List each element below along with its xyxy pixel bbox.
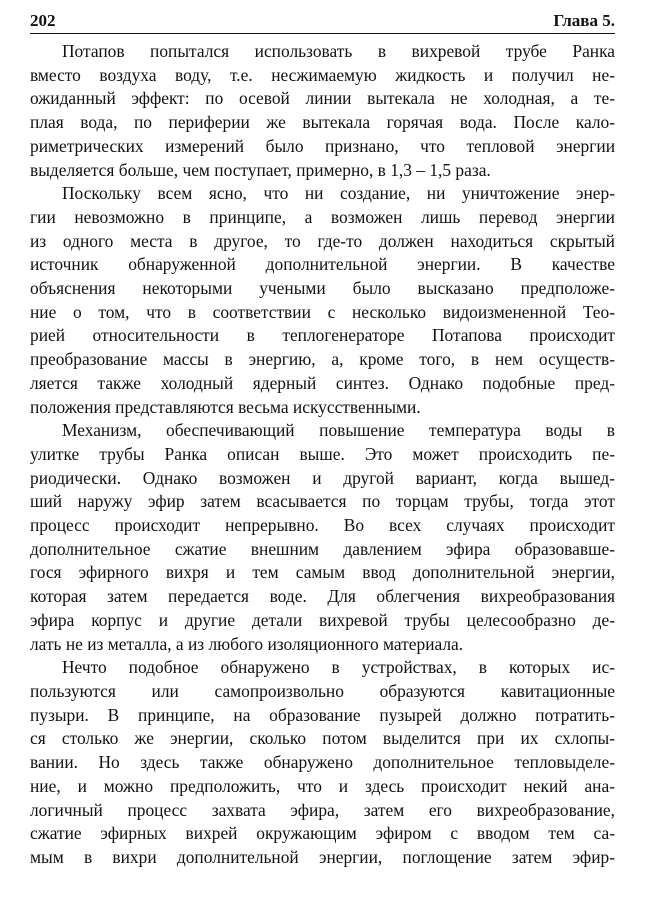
text-line: ший наружу эфир затем всасывается по торцам трубы, тогда этот bbox=[30, 491, 615, 512]
text-line: дополнительное сжатие внешним давлением эфира образовавше- bbox=[30, 538, 615, 559]
text-line: рией относительности в теплогенераторе Потапова происходит bbox=[30, 325, 615, 346]
text-line: ние о том, что в соответствии с несколько видоизмененной Тео- bbox=[30, 301, 615, 322]
text-line: ляется также холодный ядерный синтез. Однако подобные пред- bbox=[30, 372, 615, 393]
text-line: Нечто подобное обнаружено в устройствах, в которых ис- bbox=[62, 657, 615, 678]
text-line: Поскольку всем ясно, что ни создание, ни уничтожение энер- bbox=[62, 183, 615, 204]
paragraph bbox=[30, 656, 615, 869]
paragraph bbox=[30, 182, 615, 419]
text-line: источник обнаруженной дополнительной энергии. В качестве bbox=[30, 254, 615, 275]
text-line: риодически. Однако возможен и другой вариант, когда вышед- bbox=[30, 467, 615, 488]
text-line: лать не из металла, а из любого изоляционного материала. bbox=[30, 633, 464, 654]
paragraph bbox=[30, 40, 615, 182]
text-line: выделяется больше, чем поступает, примерно, в 1,3 – 1,5 раза. bbox=[30, 159, 491, 180]
text-line: риметрических измерений было признано, что тепловой энергии bbox=[30, 135, 615, 156]
text-line: объяснения некоторыми учеными было высказано предположе- bbox=[30, 278, 615, 299]
text-line: логичный процесс захвата эфира, затем его вихреобразование, bbox=[30, 799, 615, 820]
text-line: гося эфирного вихря и тем самым ввод дополнительной энергии, bbox=[30, 562, 615, 583]
text-line: которая затем передается воде. Для облегчения вихреобразования bbox=[30, 586, 615, 607]
text-line: плая вода, по периферии же вытекала горячая вода. После кало- bbox=[30, 112, 615, 133]
text-line: Механизм, обеспечивающий повышение температура воды в bbox=[62, 420, 615, 441]
text-line: гии невозможно в принципе, а возможен лишь перевод энергии bbox=[30, 206, 615, 227]
running-header bbox=[30, 11, 615, 34]
page-body bbox=[30, 40, 615, 870]
text-line: вании. Но здесь также обнаружено дополнительное тепловыделе- bbox=[30, 752, 615, 773]
page-number: 202 bbox=[30, 11, 56, 30]
paragraph bbox=[30, 419, 615, 656]
text-line: положения представляются весьма искусственными. bbox=[30, 396, 421, 417]
text-line: пользуются или самопроизвольно образуются кавитационные bbox=[30, 680, 615, 701]
text-line: из одного места в другое, то где-то должен находиться скрытый bbox=[30, 230, 615, 251]
text-line: ние, и можно предположить, что и здесь происходит некий ана- bbox=[30, 775, 615, 796]
text-line: улитке трубы Ранка описан выше. Это может происходить пе- bbox=[30, 443, 615, 464]
text-line: эфира корпус и другие детали вихревой трубы целесообразно де- bbox=[30, 609, 615, 630]
text-line: ожиданный эффект: по осевой линии вытекала не холодная, а те- bbox=[30, 88, 615, 109]
text-line: вместо воздуха воду, т.е. несжимаемую жидкость и получил не- bbox=[30, 64, 615, 85]
text-line: ся столько же энергии, сколько потом выделится при их схлопы- bbox=[30, 728, 615, 749]
text-line: сжатие эфирных вихрей окружающим эфиром с вводом тем са- bbox=[30, 823, 615, 844]
text-line: Потапов попытался использовать в вихревой трубе Ранка bbox=[62, 41, 615, 61]
chapter-title: Глава 5. bbox=[553, 11, 615, 30]
text-line: преобразование массы в энергию, а, кроме того, в нем осуществ- bbox=[30, 349, 615, 370]
text-line: процесс происходит непрерывно. Во всех случаях происходит bbox=[30, 515, 615, 536]
text-line: пузыри. В принципе, на образование пузырей должно потратить- bbox=[30, 704, 615, 725]
text-line: мым в вихри дополнительной энергии, поглощение затем эфир- bbox=[30, 846, 615, 867]
